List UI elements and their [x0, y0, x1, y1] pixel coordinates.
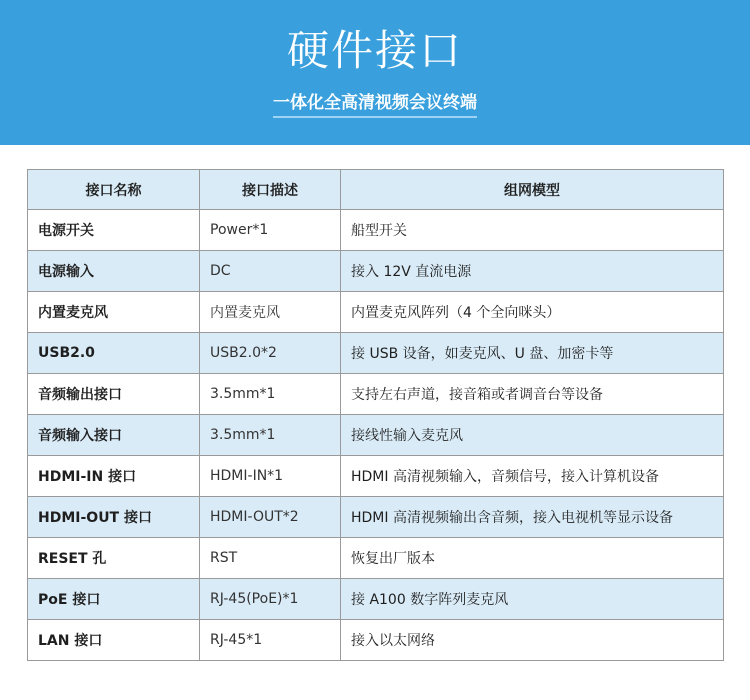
interface-desc-cell: 3.5mm*1 — [200, 415, 341, 456]
interface-model-cell: 恢复出厂版本 — [341, 538, 724, 579]
interface-desc-cell: DC — [200, 251, 341, 292]
table-row — [28, 456, 724, 497]
table-row — [28, 292, 724, 333]
interface-model-cell: 接线性输入麦克风 — [341, 415, 724, 456]
table-row — [28, 333, 724, 374]
subtitle-wrap — [0, 93, 750, 117]
column-header-desc: 接口描述 — [200, 170, 341, 210]
table-row — [28, 415, 724, 456]
interface-model-cell: 接入以太网络 — [341, 620, 724, 661]
interface-desc-cell: HDMI-OUT*2 — [200, 497, 341, 538]
interface-name-cell: RESET 孔 — [28, 538, 200, 579]
interface-desc-cell: RJ-45*1 — [200, 620, 341, 661]
page-title: 硬件接口 — [286, 26, 463, 75]
interface-model-cell: 船型开关 — [341, 210, 724, 251]
table-row — [28, 538, 724, 579]
table-row — [28, 374, 724, 415]
interface-desc-cell: Power*1 — [200, 210, 341, 251]
interface-name-cell: 内置麦克风 — [28, 292, 200, 333]
interface-desc-cell: RJ-45(PoE)*1 — [200, 579, 341, 620]
interface-desc-cell: 3.5mm*1 — [200, 374, 341, 415]
interface-name-cell: 音频输入接口 — [28, 415, 200, 456]
interface-name-cell: HDMI-OUT 接口 — [28, 497, 200, 538]
table-header-row — [28, 170, 724, 210]
table-row — [28, 210, 724, 251]
interface-desc-cell: RST — [200, 538, 341, 579]
interface-desc-cell: HDMI-IN*1 — [200, 456, 341, 497]
interface-model-cell: 接 USB 设备，如麦克风、U 盘、加密卡等 — [341, 333, 724, 374]
interface-name-cell: 电源开关 — [28, 210, 200, 251]
table-row — [28, 579, 724, 620]
header-banner — [0, 0, 750, 145]
table-row — [28, 497, 724, 538]
interface-name-cell: HDMI-IN 接口 — [28, 456, 200, 497]
interface-model-cell: HDMI 高清视频输入，音频信号，接入计算机设备 — [341, 456, 724, 497]
interface-name-cell: PoE 接口 — [28, 579, 200, 620]
interface-model-cell: 接入 12V 直流电源 — [341, 251, 724, 292]
interface-name-cell: 电源输入 — [28, 251, 200, 292]
page-subtitle: 一体化全高清视频会议终端 — [273, 93, 477, 118]
interface-model-cell: 内置麦克风阵列（4 个全向咪头） — [341, 292, 724, 333]
column-header-model: 组网模型 — [341, 170, 724, 210]
interface-name-cell: USB2.0 — [28, 333, 200, 374]
interface-model-cell: 支持左右声道，接音箱或者调音台等设备 — [341, 374, 724, 415]
interface-table — [27, 169, 724, 661]
interface-model-cell: 接 A100 数字阵列麦克风 — [341, 579, 724, 620]
interface-desc-cell: 内置麦克风 — [200, 292, 341, 333]
interface-table-wrap — [27, 169, 723, 661]
interface-name-cell: LAN 接口 — [28, 620, 200, 661]
column-header-name: 接口名称 — [28, 170, 200, 210]
table-row — [28, 251, 724, 292]
interface-name-cell: 音频输出接口 — [28, 374, 200, 415]
interface-model-cell: HDMI 高清视频输出含音频，接入电视机等显示设备 — [341, 497, 724, 538]
table-row — [28, 620, 724, 661]
interface-desc-cell: USB2.0*2 — [200, 333, 341, 374]
